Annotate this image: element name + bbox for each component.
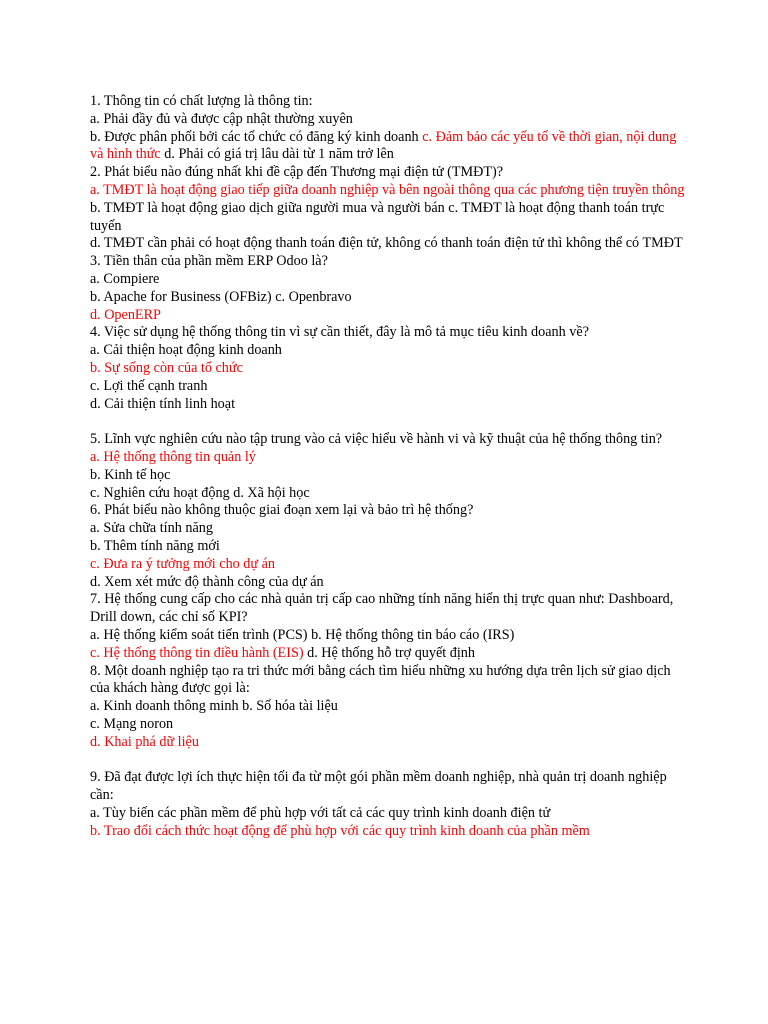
answer-highlight: c. Đưa ra ý tưởng mới cho dự án bbox=[90, 555, 276, 572]
text-segment: 3. Tiền thân của phần mềm ERP Odoo là? bbox=[90, 253, 328, 270]
text-line bbox=[90, 467, 690, 485]
text-line bbox=[90, 93, 690, 111]
text-line bbox=[90, 574, 690, 592]
text-segment: b. Apache for Business (OFBiz) c. Openbravo bbox=[90, 288, 352, 305]
text-segment: 1. Thông tin có chất lượng là thông tin: bbox=[90, 93, 313, 109]
text-segment: b. Được phân phối bởi các tổ chức có đăng ký kinh doanh bbox=[90, 128, 423, 145]
text-segment: 9. Đã đạt được lợi ích thực hiện tối đa từ một gói phần mềm doanh nghiệp, nhà quản trị doanh nghiệp cần: bbox=[90, 769, 667, 804]
answer-highlight: b. Sự sống còn của tổ chức bbox=[90, 359, 243, 376]
text-segment: b. TMĐT là hoạt động giao dịch giữa người mua và người bán c. TMĐT là hoạt động thanh toán trực tuyến bbox=[90, 199, 665, 234]
text-segment: a. Phải đầy đủ và được cập nhật thường xuyên bbox=[90, 110, 353, 127]
text-segment: a. Sửa chữa tính năng bbox=[90, 520, 213, 537]
text-segment: b. Thêm tính năng mới bbox=[90, 537, 220, 554]
text-line bbox=[90, 698, 690, 716]
text-line bbox=[90, 449, 690, 467]
text-line bbox=[90, 556, 690, 574]
text-segment: 6. Phát biểu nào không thuộc giai đoạn xem lại và bảo trì hệ thống? bbox=[90, 502, 474, 519]
text-line bbox=[90, 342, 690, 360]
answer-highlight: b. Trao đổi cách thức hoạt động để phù hợp với các quy trình kinh doanh của phần mềm bbox=[90, 822, 590, 839]
text-line bbox=[90, 520, 690, 538]
answer-highlight: a. Hệ thống thông tin quản lý bbox=[90, 448, 256, 465]
text-line bbox=[90, 431, 690, 449]
text-line bbox=[90, 716, 690, 734]
text-line bbox=[90, 360, 690, 378]
text-segment: d. Hệ thống hỗ trợ quyết định bbox=[303, 644, 475, 661]
text-segment: d. Phải có giá trị lâu dài từ 1 năm trở lên bbox=[160, 146, 394, 163]
text-line bbox=[90, 129, 690, 165]
text-line bbox=[90, 805, 690, 823]
document-page bbox=[90, 93, 690, 840]
text-line bbox=[90, 289, 690, 307]
text-segment: d. Xem xét mức độ thành công của dự án bbox=[90, 573, 324, 590]
text-line bbox=[90, 591, 690, 627]
text-line bbox=[90, 271, 690, 289]
text-segment: a. Hệ thống kiểm soát tiến trình (PCS) b. Hệ thống thông tin báo cáo (IRS) bbox=[90, 626, 515, 643]
text-segment: 2. Phát biểu nào đúng nhất khi đề cập đến Thương mại điện tử (TMĐT)? bbox=[90, 164, 504, 181]
text-segment: a. Tùy biến các phần mềm để phù hợp với tất cả các quy trình kinh doanh điện tử bbox=[90, 804, 551, 821]
text-segment: d. TMĐT cần phải có hoạt động thanh toán điện tử, không có thanh toán điện tử thì không thể có TMĐT bbox=[90, 235, 683, 252]
answer-highlight: c. Hệ thống thông tin điều hành (EIS) bbox=[90, 644, 304, 661]
text-line bbox=[90, 324, 690, 342]
text-line bbox=[90, 253, 690, 271]
text-line bbox=[90, 823, 690, 841]
text-line bbox=[90, 378, 690, 396]
text-segment: 8. Một doanh nghiệp tạo ra tri thức mới bằng cách tìm hiểu những xu hướng dựa trên lịch sử giao dịch của khách hàng được gọi là: bbox=[90, 662, 671, 697]
text-segment: d. Cải thiện tính linh hoạt bbox=[90, 395, 236, 412]
text-segment: c. Lợi thế cạnh tranh bbox=[90, 377, 208, 394]
text-line bbox=[90, 769, 690, 805]
answer-highlight: d. OpenERP bbox=[90, 306, 161, 323]
text-line bbox=[90, 502, 690, 520]
text-line bbox=[90, 200, 690, 236]
text-line bbox=[90, 734, 690, 752]
answer-highlight: d. Khai phá dữ liệu bbox=[90, 733, 199, 750]
blank-line bbox=[90, 413, 690, 431]
text-segment: c. Nghiên cứu hoạt động d. Xã hội học bbox=[90, 484, 310, 501]
text-line bbox=[90, 164, 690, 182]
text-segment: a. Cải thiện hoạt động kinh doanh bbox=[90, 342, 282, 359]
blank-line bbox=[90, 751, 690, 769]
text-segment: 4. Việc sử dụng hệ thống thông tin vì sự cần thiết, đây là mô tả mục tiêu kinh doanh về? bbox=[90, 324, 589, 341]
text-segment: 7. Hệ thống cung cấp cho các nhà quản trị cấp cao những tính năng hiển thị trực quan như: Dashboard, Drill down, các chỉ số KPI? bbox=[90, 591, 674, 626]
text-segment: b. Kinh tế học bbox=[90, 466, 171, 483]
text-line bbox=[90, 111, 690, 129]
text-line bbox=[90, 307, 690, 325]
text-line bbox=[90, 182, 690, 200]
text-segment: a. Kinh doanh thông minh b. Số hóa tài liệu bbox=[90, 698, 338, 715]
text-line bbox=[90, 538, 690, 556]
text-line bbox=[90, 627, 690, 645]
text-line bbox=[90, 396, 690, 414]
text-line bbox=[90, 663, 690, 699]
answer-highlight: a. TMĐT là hoạt động giao tiếp giữa doanh nghiệp và bên ngoài thông qua các phương tiện truyền thông bbox=[90, 181, 685, 198]
text-line bbox=[90, 485, 690, 503]
text-segment: a. Compiere bbox=[90, 270, 160, 287]
text-segment: 5. Lĩnh vực nghiên cứu nào tập trung vào cả việc hiểu về hành vi và kỹ thuật của hệ thống thông tin? bbox=[90, 431, 663, 448]
text-line bbox=[90, 645, 690, 663]
text-segment: c. Mạng noron bbox=[90, 715, 174, 732]
text-line bbox=[90, 235, 690, 253]
answer-highlight: c. Đảm bảo các yếu tố về thời gian, nội dung và hình thức bbox=[90, 128, 677, 163]
